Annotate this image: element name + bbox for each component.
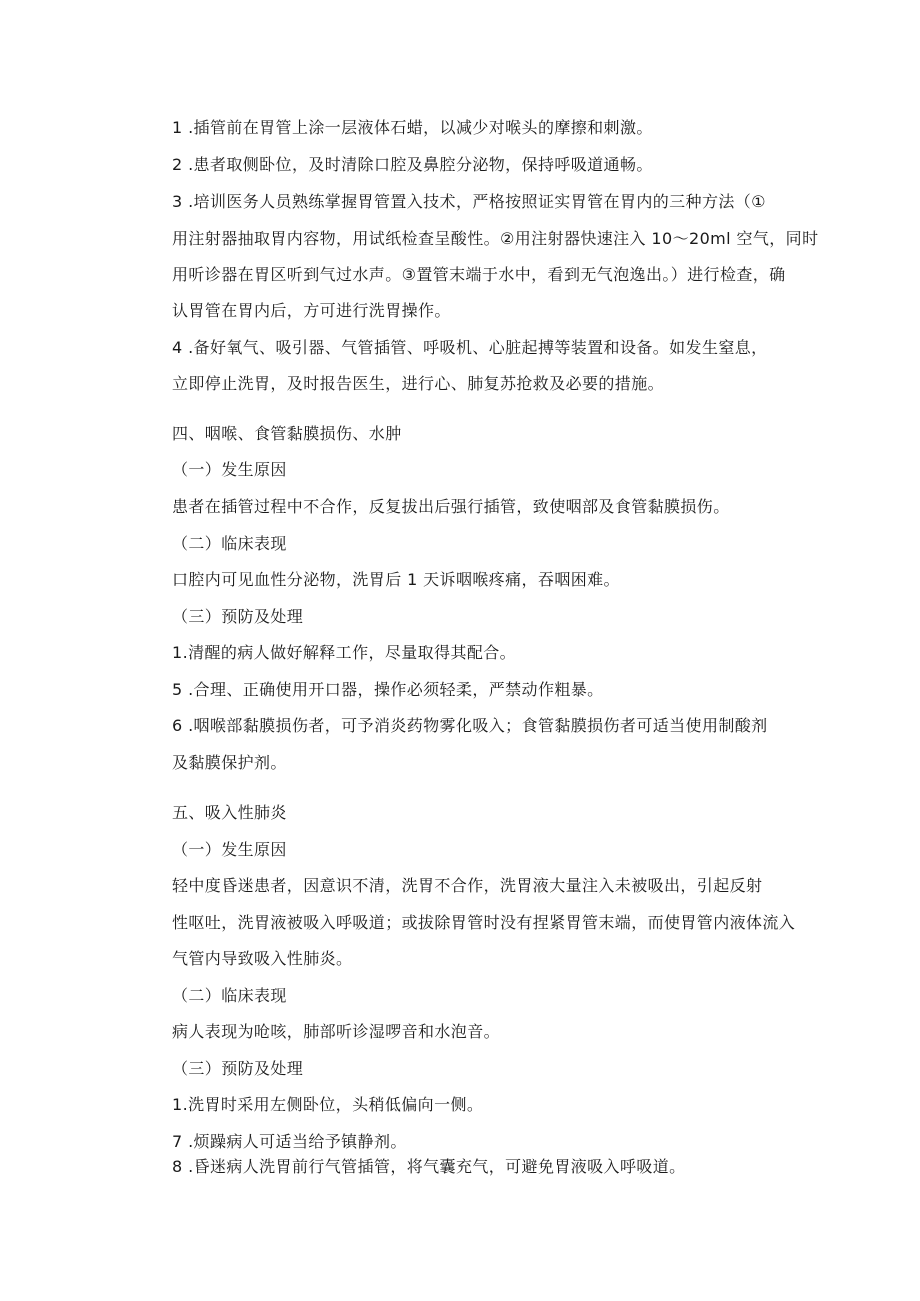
text-line: 性呕吐，洗胃液被吸入呼吸道；或拔除胃管时没有捏紧胃管末端，而使胃管内液体流入 bbox=[172, 913, 796, 932]
text-line: 认胃管在胃内后，方可进行洗胃操作。 bbox=[172, 301, 451, 320]
text-line: 患者在插管过程中不合作，反复拔出后强行插管，致使咽部及食管黏膜损伤。 bbox=[172, 497, 730, 516]
text-line: 立即停止洗胃，及时报告医生，进行心、肺复苏抢救及必要的措施。 bbox=[172, 374, 665, 393]
text-line: 4 .备好氧气、吸引器、气管插管、呼吸机、心脏起搏等装置和设备。如发生窒息， bbox=[172, 338, 768, 357]
section-heading: 五、吸入性肺炎 bbox=[172, 803, 287, 822]
text-line: 用听诊器在胃区听到气过水声。③置管末端于水中，看到无气泡逸出。）进行检查，确 bbox=[172, 265, 786, 284]
text-line: 1.清醒的病人做好解释工作，尽量取得其配合。 bbox=[172, 643, 517, 662]
text-line: 1.洗胃时采用左侧卧位，头稍低偏向一侧。 bbox=[172, 1095, 484, 1114]
text-line: 用注射器抽取胃内容物，用试纸检查呈酸性。②用注射器快速注入 10～20ml 空气，同时 bbox=[172, 229, 819, 248]
subsection-heading: （三）预防及处理 bbox=[172, 607, 304, 626]
text-line: 6 .咽喉部黏膜损伤者，可予消炎药物雾化吸入；食管黏膜损伤者可适当使用制酸剂 bbox=[172, 716, 768, 735]
text-line: 2 .患者取侧卧位，及时清除口腔及鼻腔分泌物，保持呼吸道通畅。 bbox=[172, 155, 653, 174]
text-line: 3 .培训医务人员熟练掌握胃管置入技术，严格按照证实胃管在胃内的三种方法（① bbox=[172, 192, 766, 211]
text-line: 气管内导致吸入性肺炎。 bbox=[172, 949, 353, 968]
text-line: 病人表现为呛咳，肺部听诊湿啰音和水泡音。 bbox=[172, 1022, 501, 1041]
subsection-heading: （三）预防及处理 bbox=[172, 1059, 304, 1078]
text-line: 及黏膜保护剂。 bbox=[172, 753, 287, 772]
text-line: 7 .烦躁病人可适当给予镇静剂。 bbox=[172, 1132, 407, 1151]
text-line: 5 .合理、正确使用开口器，操作必须轻柔，严禁动作粗暴。 bbox=[172, 680, 604, 699]
section-heading: 四、咽喉、食管黏膜损伤、水肿 bbox=[172, 424, 402, 443]
subsection-heading: （一）发生原因 bbox=[172, 840, 287, 859]
text-line: 1 .插管前在胃管上涂一层液体石蜡，以减少对喉头的摩擦和刺激。 bbox=[172, 118, 653, 137]
text-line: 轻中度昏迷患者，因意识不清，洗胃不合作，洗胃液大量注入未被吸出，引起反射 bbox=[172, 876, 763, 895]
subsection-heading: （二）临床表现 bbox=[172, 534, 287, 553]
text-line: 8 .昏迷病人洗胃前行气管插管，将气囊充气，可避免胃液吸入呼吸道。 bbox=[172, 1157, 686, 1176]
text-line: 口腔内可见血性分泌物，洗胃后 1 天诉咽喉疼痛，吞咽困难。 bbox=[172, 570, 620, 589]
subsection-heading: （一）发生原因 bbox=[172, 460, 287, 479]
subsection-heading: （二）临床表现 bbox=[172, 986, 287, 1005]
